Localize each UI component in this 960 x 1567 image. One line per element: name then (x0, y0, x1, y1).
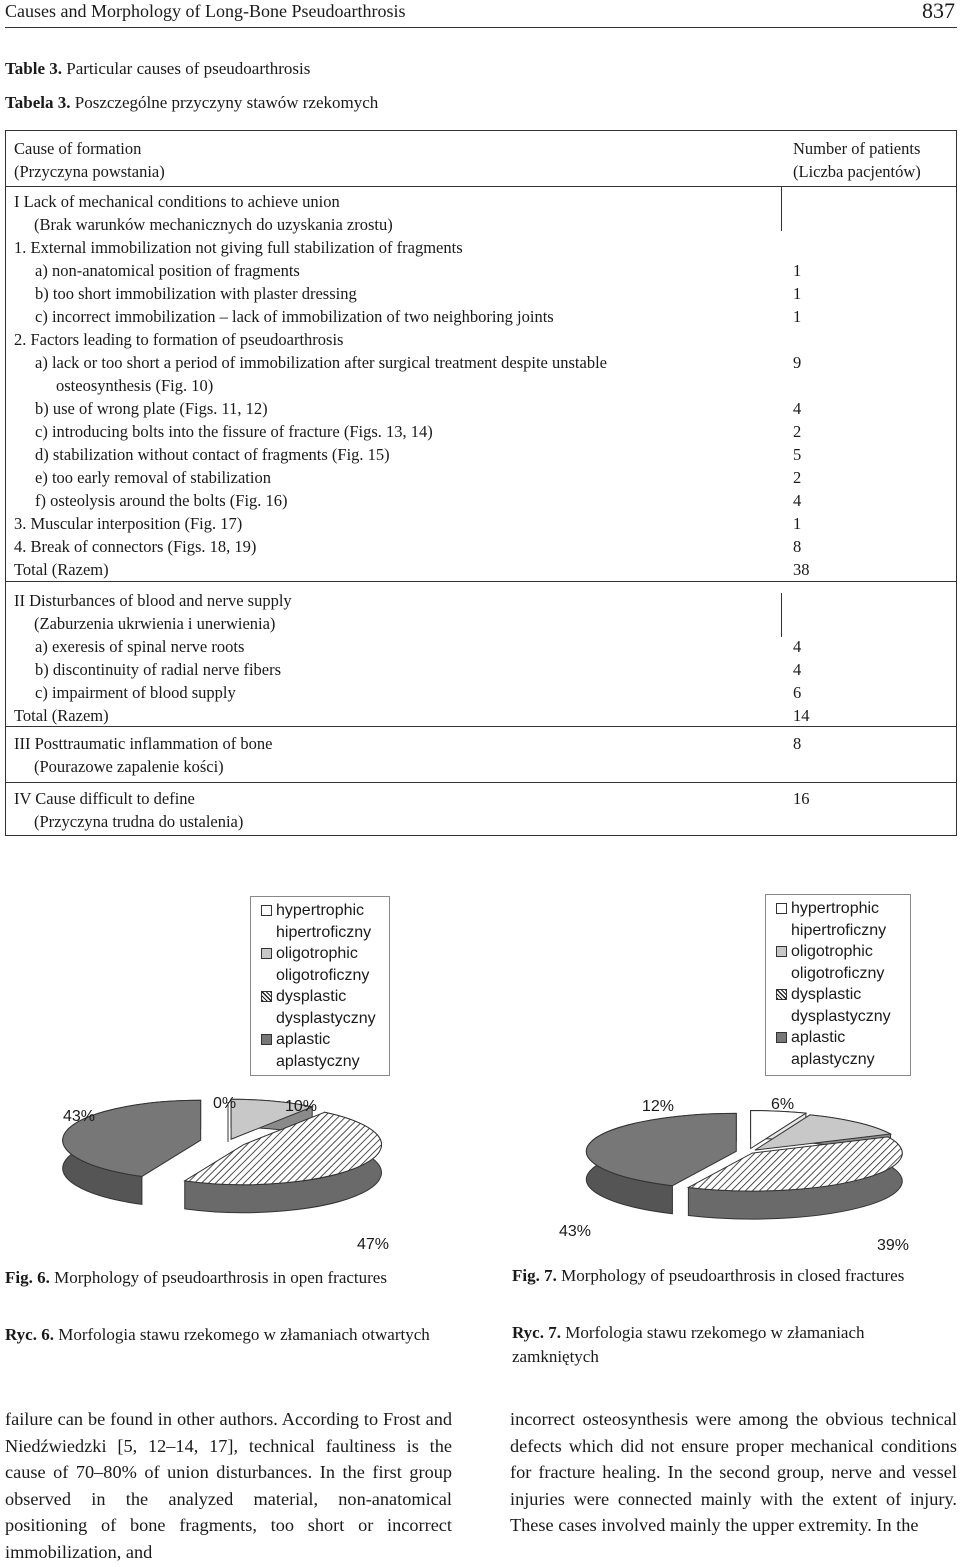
page-number: 837 (922, 0, 955, 23)
legend-item-dysplastic: dysplastic (261, 986, 383, 1008)
hypertrophic-swatch (776, 903, 787, 914)
patients-cell: 1 (793, 514, 802, 533)
table-row (6, 489, 956, 512)
cause-cell: Total (Razem) (14, 560, 109, 579)
pie-charts (0, 1080, 960, 1270)
cause-cell: Total (Razem) (14, 706, 109, 725)
table-row (6, 420, 956, 443)
table-row (6, 755, 956, 778)
table-row (6, 558, 956, 581)
fig7-caption-pl: Ryc. 7. Morfologia stawu rzekomego w złamaniach zamkniętych (512, 1323, 865, 1366)
pie2-label-aplastic: 43% (559, 1223, 592, 1240)
legend-item-aplastic-pl: aplastyczny (791, 1050, 875, 1068)
hypertrophic-swatch (261, 905, 272, 916)
cause-cell: e) too early removal of stabilization (35, 468, 271, 487)
section-divider (6, 581, 956, 582)
legend-item-oligotrophic: oligotrophic (261, 943, 383, 965)
running-title: Causes and Morphology of Long-Bone Pseudoarthrosis (5, 1, 406, 21)
cause-cell: (Przyczyna trudna do ustalenia) (34, 812, 244, 831)
section-divider (6, 726, 956, 727)
table-row (6, 589, 956, 612)
patients-cell: 1 (793, 307, 802, 326)
patients-cell: 9 (793, 353, 802, 372)
cause-cell: a) non-anatomical position of fragments (35, 261, 300, 280)
pie2-label-oligotrophic: 12% (642, 1098, 675, 1115)
pie2-label-hypertrophic: 6% (771, 1096, 795, 1113)
pie-chart-fig7 (586, 1111, 902, 1220)
table-row (6, 328, 956, 351)
cause-cell: c) incorrect immobilization – lack of immobilization of two neighboring joints (35, 307, 554, 326)
table-caption-en (5, 59, 310, 79)
fig7-caption-en: Fig. 7. Morphology of pseudoarthrosis in closed fractures (512, 1266, 905, 1285)
legend-item-oligotrophic-pl: oligotroficzny (791, 964, 885, 982)
col1-header: Cause of formation (14, 139, 142, 158)
col2-header: Number of patients (793, 139, 921, 158)
table-row (6, 236, 956, 259)
table-row (6, 704, 956, 727)
cause-cell: b) use of wrong plate (Figs. 11, 12) (35, 399, 268, 418)
fig6-caption-pl: Ryc. 6. Morfologia stawu rzekomego w złamaniach otwartych (5, 1325, 430, 1344)
table-row (6, 612, 956, 635)
running-header (5, 0, 957, 28)
cause-cell: 4. Break of connectors (Figs. 18, 19) (14, 537, 257, 556)
table-row (6, 466, 956, 489)
patients-cell: 4 (793, 399, 802, 418)
legend-fig7 (765, 894, 911, 1076)
cause-cell: b) discontinuity of radial nerve fibers (35, 660, 282, 679)
aplastic-swatch (261, 1034, 272, 1045)
table-caption-pl (5, 93, 378, 113)
cause-cell: 2. Factors leading to formation of pseudoarthrosis (14, 330, 344, 349)
table-row (6, 397, 956, 420)
patients-cell: 4 (793, 637, 802, 656)
cause-cell: c) impairment of blood supply (35, 683, 236, 702)
patients-cell: 5 (793, 445, 802, 464)
table-row (6, 681, 956, 704)
cause-cell: a) exeresis of spinal nerve roots (35, 637, 245, 656)
pie2-label-dysplastic: 39% (877, 1237, 910, 1254)
cause-cell: d) stabilization without contact of fragments (Fig. 15) (35, 445, 390, 464)
table-row (6, 658, 956, 681)
table-row (6, 282, 956, 305)
table-title-en: Particular causes of pseudoarthrosis (66, 59, 311, 78)
legend-item-dysplastic: dysplastic (776, 984, 904, 1006)
oligotrophic-swatch (776, 946, 787, 957)
patients-cell: 4 (793, 491, 802, 510)
legend-fig6 (250, 896, 390, 1076)
legend-item-oligotrophic: oligotrophic (776, 941, 904, 963)
table-row (6, 305, 956, 328)
body-text-left: failure can be found in other authors. According to Frost and Niedźwiedzki [5, 12–14, 17], technical faultiness is the cause of 70–80% of union disturbances. In the first group observed in the analyzed material, non-anatomical positioning of bone fragments, too short or incorrect immobilization, and (5, 1409, 452, 1562)
pie1-label-dysplastic: 47% (357, 1236, 390, 1253)
cause-cell: IV Cause difficult to define (14, 789, 195, 808)
table-label-pl: Tabela 3. (5, 93, 71, 112)
table-header-row-pl (6, 160, 956, 183)
legend-item-aplastic-pl: aplastyczny (276, 1052, 360, 1070)
cause-cell: II Disturbances of blood and nerve supply (14, 591, 292, 610)
table-row (6, 512, 956, 535)
patients-cell: 8 (793, 537, 802, 556)
table-row (6, 787, 956, 810)
header-divider (6, 186, 956, 187)
table-row (6, 259, 956, 282)
cause-cell: osteosynthesis (Fig. 10) (56, 376, 214, 395)
cause-cell: (Zaburzenia ukrwienia i unerwienia) (34, 614, 276, 633)
table-title-pl: Poszczególne przyczyny stawów rzekomych (74, 93, 379, 112)
cause-cell: I Lack of mechanical conditions to achieve union (14, 192, 340, 211)
cause-cell: 3. Muscular interposition (Fig. 17) (14, 514, 243, 533)
patients-cell: 6 (793, 683, 802, 702)
cause-cell: 1. External immobilization not giving full stabilization of fragments (14, 238, 463, 257)
body-text-right: incorrect osteosynthesis were among the obvious technical defects which did not ensure proper mechanical conditions for fracture healing. In the second group, nerve and vessel injuries were connected mainly with the extent of injury. These cases involved mainly the upper extremity. In the (510, 1409, 957, 1536)
patients-cell: 4 (793, 660, 802, 679)
col2-header-pl: (Liczba pacjentów) (793, 162, 921, 181)
table-header-row (6, 137, 956, 160)
table-row (6, 374, 956, 397)
table-label-en: Table 3. (5, 59, 63, 78)
patients-cell: 2 (793, 422, 802, 441)
col1-header-pl: (Przyczyna powstania) (14, 162, 165, 181)
cause-cell: c) introducing bolts into the fissure of fracture (Figs. 13, 14) (35, 422, 433, 441)
cause-cell: (Pourazowe zapalenie kości) (34, 757, 224, 776)
table-row (6, 635, 956, 658)
cause-cell: a) lack or too short a period of immobilization after surgical treatment despite unstable (35, 353, 607, 372)
legend-item-dysplastic-pl: dysplastyczny (791, 1007, 891, 1025)
table-row (6, 535, 956, 558)
legend-item-oligotrophic-pl: oligotroficzny (276, 966, 370, 984)
pie-chart-fig6 (63, 1099, 382, 1212)
patients-cell: 1 (793, 261, 802, 280)
patients-cell: 1 (793, 284, 802, 303)
patients-cell: 16 (793, 789, 810, 808)
causes-table (5, 130, 957, 836)
cause-cell: b) too short immobilization with plaster dressing (35, 284, 357, 303)
table-row (6, 732, 956, 755)
cause-cell: (Brak warunków mechanicznych do uzyskania zrostu) (34, 215, 393, 234)
pie1-label-aplastic: 43% (63, 1108, 96, 1125)
fig6-caption-en: Fig. 6. Morphology of pseudoarthrosis in open fractures (5, 1268, 387, 1287)
pie1-label-hypertrophic: 0% (213, 1095, 237, 1112)
table-row (6, 810, 956, 833)
legend-item-aplastic: aplastic (261, 1029, 383, 1051)
dysplastic-swatch (776, 989, 787, 1000)
patients-cell: 38 (793, 560, 810, 579)
aplastic-swatch (776, 1032, 787, 1043)
legend-item-dysplastic-pl: dysplastyczny (276, 1009, 376, 1027)
legend-item-aplastic: aplastic (776, 1027, 904, 1049)
table-row (6, 443, 956, 466)
pie1-label-oligotrophic: 10% (285, 1098, 318, 1115)
dysplastic-swatch (261, 991, 272, 1002)
legend-item-hypertrophic-pl: hipertroficzny (791, 921, 887, 939)
patients-cell: 14 (793, 706, 810, 725)
cause-cell: f) osteolysis around the bolts (Fig. 16) (35, 491, 288, 510)
table-row (6, 213, 956, 236)
table-row (6, 190, 956, 213)
patients-cell: 2 (793, 468, 802, 487)
legend-item-hypertrophic-pl: hipertroficzny (276, 923, 372, 941)
cause-cell: III Posttraumatic inflammation of bone (14, 734, 273, 753)
table-row (6, 351, 956, 374)
legend-item-hypertrophic: hypertrophic (776, 898, 904, 920)
legend-item-hypertrophic: hypertrophic (261, 900, 383, 922)
patients-cell: 8 (793, 734, 802, 753)
oligotrophic-swatch (261, 948, 272, 959)
section-divider (6, 782, 956, 783)
